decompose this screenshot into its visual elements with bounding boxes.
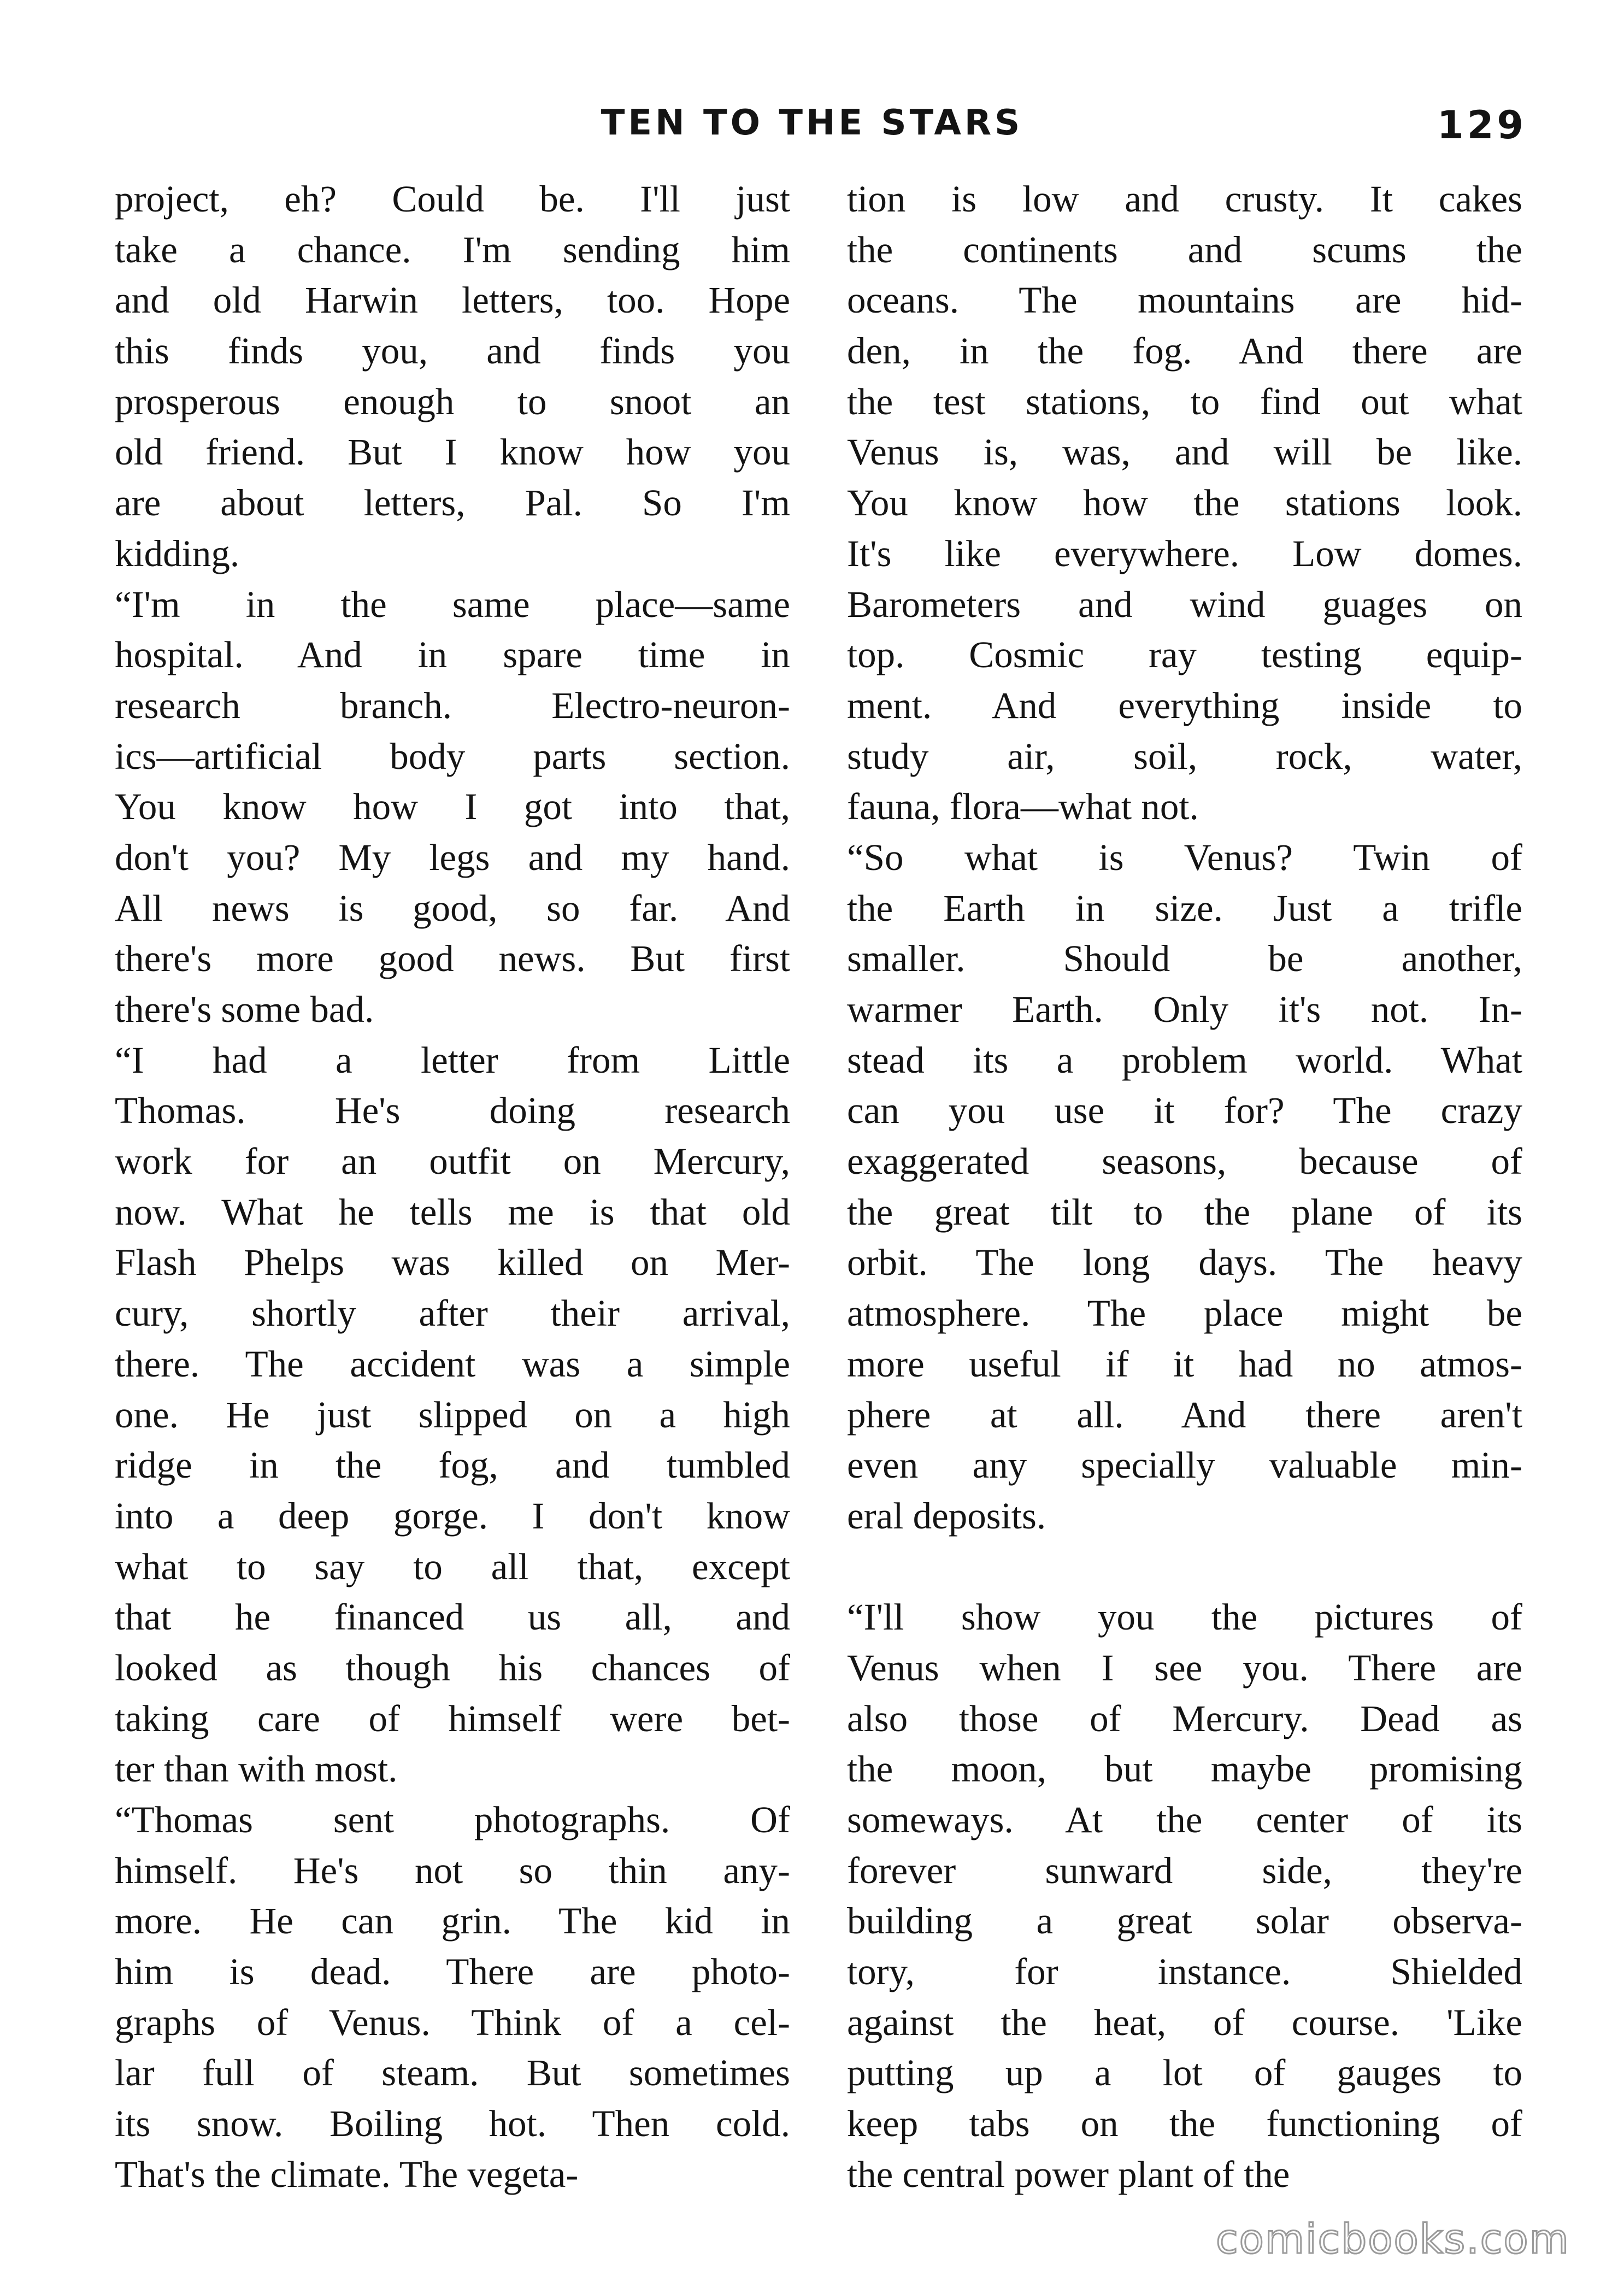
text-line: fauna, flora—what not. (847, 786, 1199, 828)
paragraph (115, 1035, 790, 1795)
text-line: tory, for instance. Shielded (847, 1951, 1522, 1993)
text-line: That's the climate. The vegeta- (115, 2153, 579, 2195)
text-line: keep tabs on the functioning of (847, 2103, 1522, 2145)
text-line: lar full of steam. But sometimes (115, 2052, 790, 2094)
text-line: that he financed us all, and (115, 1596, 790, 1638)
paragraph (115, 1795, 790, 2200)
paragraph-gap (847, 1542, 1522, 1592)
text-line: putting up a lot of gauges to (847, 2052, 1522, 2094)
text-line: exaggerated seasons, because of (847, 1140, 1522, 1183)
text-line: work for an outfit on Mercury, (115, 1140, 790, 1183)
text-line: what to say to all that, except (115, 1545, 790, 1587)
text-line: someways. At the center of its (847, 1799, 1522, 1840)
text-line: ics—artificial body parts section. (115, 735, 790, 777)
text-line: kidding. (115, 532, 240, 574)
text-line: “I'll show you the pictures of (847, 1596, 1522, 1638)
text-line: also those of Mercury. Dead as (847, 1697, 1522, 1739)
text-line: there's some bad. (115, 989, 374, 1030)
text-line: “I had a letter from Little (115, 1039, 790, 1081)
watermark-logo: comicbooks.com (1216, 2216, 1570, 2263)
text-line: tion is low and crusty. It cakes (847, 178, 1522, 220)
text-line: the moon, but maybe promising (847, 1748, 1522, 1790)
text-line: It's like everywhere. Low domes. (847, 532, 1522, 574)
text-line: phere at all. And there aren't (847, 1393, 1522, 1436)
paragraph (847, 174, 1522, 832)
text-line: ment. And everything inside to (847, 684, 1522, 726)
text-line: building a great solar observa- (847, 1900, 1522, 1942)
text-line: this finds you, and finds you (115, 330, 790, 372)
text-line: cury, shortly after their arrival, (115, 1292, 790, 1334)
text-line: him is dead. There are photo- (115, 1951, 790, 1993)
text-line: don't you? My legs and my hand. (115, 836, 790, 878)
text-line: there. The accident was a simple (115, 1343, 790, 1385)
text-line: looked as though his chances of (115, 1646, 790, 1689)
text-line: Flash Phelps was killed on Mer- (115, 1242, 790, 1284)
text-line: All news is good, so far. And (115, 887, 790, 929)
paragraph (115, 174, 790, 579)
text-line: atmosphere. The place might be (847, 1292, 1522, 1334)
text-line: can you use it for? The crazy (847, 1090, 1522, 1132)
text-line: prosperous enough to snoot an (115, 380, 790, 422)
text-line: one. He just slipped on a high (115, 1393, 790, 1436)
text-line: into a deep gorge. I don't know (115, 1495, 790, 1537)
text-line: Barometers and wind guages on (847, 583, 1522, 625)
text-line: project, eh? Could be. I'll just (115, 178, 790, 220)
left-column (115, 174, 790, 2200)
text-line: hospital. And in spare time in (115, 634, 790, 676)
text-line: Venus when I see you. There are (847, 1646, 1522, 1689)
text-line: You know how the stations look. (847, 482, 1522, 524)
text-line: smaller. Should be another, (847, 938, 1522, 980)
text-line: “Thomas sent photographs. Of (115, 1799, 790, 1840)
text-line: den, in the fog. And there are (847, 330, 1522, 372)
text-line: “I'm in the same place—same (115, 583, 790, 625)
text-line: even any specially valuable min- (847, 1444, 1522, 1486)
page-number: 129 (1437, 103, 1527, 148)
paragraph (847, 832, 1522, 1542)
text-line: graphs of Venus. Think of a cel- (115, 2001, 790, 2043)
paragraph (847, 1592, 1522, 2199)
text-line: the central power plant of the (847, 2153, 1290, 2195)
text-line: orbit. The long days. The heavy (847, 1242, 1522, 1284)
text-line: the test stations, to find out what (847, 380, 1522, 422)
text-line: warmer Earth. Only it's not. In- (847, 989, 1522, 1030)
paragraph (115, 579, 790, 1035)
text-line: and old Harwin letters, too. Hope (115, 279, 790, 321)
text-line: “So what is Venus? Twin of (847, 836, 1522, 878)
text-line: You know how I got into that, (115, 786, 790, 828)
text-line: its snow. Boiling hot. Then cold. (115, 2103, 790, 2145)
text-line: now. What he tells me is that old (115, 1191, 790, 1233)
text-line: study air, soil, rock, water, (847, 735, 1522, 777)
text-line: more useful if it had no atmos- (847, 1343, 1522, 1385)
text-line: take a chance. I'm sending him (115, 228, 790, 270)
running-title: TEN TO THE STARS (601, 103, 1023, 143)
text-line: old friend. But I know how you (115, 431, 790, 473)
text-line: research branch. Electro-neuron- (115, 684, 790, 726)
text-line: Venus is, was, and will be like. (847, 431, 1522, 473)
text-line: the continents and scums the (847, 228, 1522, 270)
text-line: oceans. The mountains are hid- (847, 279, 1522, 321)
right-column (847, 174, 1522, 2200)
text-line: are about letters, Pal. So I'm (115, 482, 790, 524)
text-line: more. He can grin. The kid in (115, 1900, 790, 1942)
text-line: eral deposits. (847, 1495, 1046, 1537)
text-line: stead its a problem world. What (847, 1039, 1522, 1081)
text-line: there's more good news. But first (115, 938, 790, 980)
text-line: top. Cosmic ray testing equip- (847, 634, 1522, 676)
text-line: Thomas. He's doing research (115, 1090, 790, 1132)
text-line: against the heat, of course. 'Like (847, 2001, 1522, 2043)
text-line: the Earth in size. Just a trifle (847, 887, 1522, 929)
text-line: ter than with most. (115, 1748, 398, 1790)
text-line: ridge in the fog, and tumbled (115, 1444, 790, 1486)
text-line: taking care of himself were bet- (115, 1697, 790, 1739)
text-line: forever sunward side, they're (847, 1849, 1522, 1891)
text-line: himself. He's not so thin any- (115, 1849, 790, 1891)
text-line: the great tilt to the plane of its (847, 1191, 1522, 1233)
